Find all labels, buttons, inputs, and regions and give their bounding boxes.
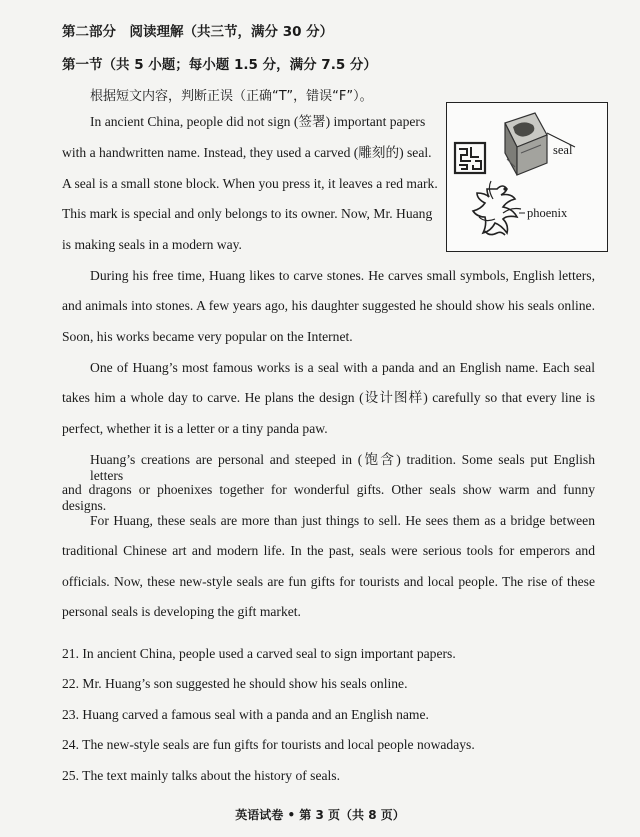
- page-footer: 英语试卷 • 第 3 页（共 8 页）: [235, 808, 405, 822]
- question-item: 25. The text mainly talks about the history of seals.: [62, 768, 340, 783]
- stone-seal-icon: [505, 113, 547, 175]
- figure-drawing: [447, 103, 607, 251]
- question-item: 24. The new-style seals are fun gifts for tourists and local people nowadays.: [62, 737, 475, 752]
- passage-line: During his free time, Huang likes to carve stones. He carves small symbols, English letters,: [90, 268, 595, 283]
- passage-line: traditional Chinese art and modern life. In the past, seals were serious tools for emperors and: [62, 543, 595, 558]
- section-title: 第一节（共 5 小题；每小题 1.5 分，满分 7.5 分）: [62, 57, 377, 73]
- passage-line: perfect, whether it is a letter or a tiny panda paw.: [62, 421, 328, 436]
- question-item: 23. Huang carved a famous seal with a panda and an English name.: [62, 707, 429, 722]
- phoenix-icon: [473, 181, 521, 235]
- passage-line: takes him a whole day to carve. He plans the design (设计图样) carefully so that every line is: [62, 390, 595, 405]
- passage-line: officials. Now, these new-style seals are fun gifts for tourists and local people. The rise of these: [62, 574, 595, 589]
- question-item: 22. Mr. Huang’s son suggested he should show his seals online.: [62, 676, 408, 691]
- seal-label: seal: [553, 143, 573, 157]
- passage-line: A seal is a small stone block. When you press it, it leaves a red mark.: [62, 176, 438, 191]
- passage-line: This mark is special and only belongs to its owner. Now, Mr. Huang: [62, 206, 433, 221]
- part-title: 第二部分 阅读理解（共三节，满分 30 分）: [62, 24, 334, 40]
- passage-line: Huang’s creations are personal and steeped in (饱含) tradition. Some seals put English letters: [90, 452, 595, 483]
- passage-line: In ancient China, people did not sign (签署) important papers: [90, 114, 426, 129]
- seal-figure: [446, 102, 608, 252]
- passage-line: Soon, his works became very popular on the Internet.: [62, 329, 353, 344]
- passage-line: and animals into stones. A few years ago, his daughter suggested he should show his seals online.: [62, 298, 595, 313]
- passage-line: is making seals in a modern way.: [62, 237, 242, 252]
- question-item: 21. In ancient China, people used a carved seal to sign important papers.: [62, 646, 456, 661]
- passage-line: For Huang, these seals are more than just things to sell. He sees them as a bridge between: [90, 513, 595, 528]
- passage-line: One of Huang’s most famous works is a seal with a panda and an English name. Each seal: [90, 360, 595, 375]
- phoenix-label: phoenix: [527, 206, 568, 220]
- passage-line: with a handwritten name. Instead, they used a carved (雕刻的) seal.: [62, 145, 432, 160]
- passage-line: personal seals is developing the gift market.: [62, 604, 301, 619]
- seal-stamp-icon: [455, 143, 485, 173]
- passage-line: and dragons or phoenixes together for wonderful gifts. Other seals show warm and funny designs.: [62, 482, 595, 513]
- instruction-text: 根据短文内容，判断正误（正确“T”，错误“F”）。: [90, 89, 373, 104]
